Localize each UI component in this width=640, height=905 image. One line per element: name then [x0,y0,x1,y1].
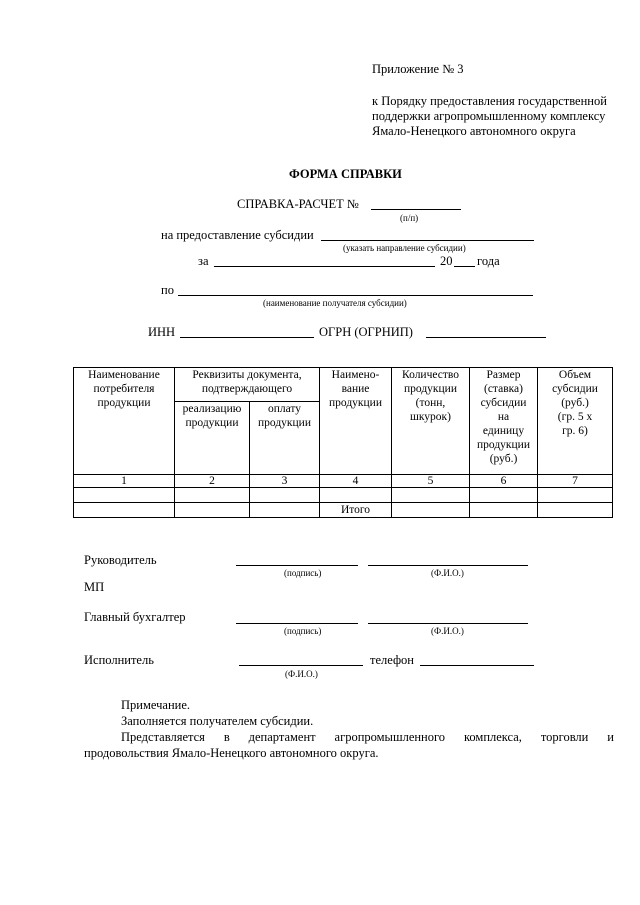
header-sale [175,402,250,475]
table-cell[interactable] [175,488,250,503]
fio-hint: (Ф.И.О.) [431,568,464,578]
column-number: 6 [470,475,538,488]
note-word: Представляется [121,730,205,744]
header-text: гр. 6) [562,425,588,437]
header-text: продукции [404,383,457,395]
header-payment [250,402,320,475]
phone-label: телефон [370,653,414,667]
header-text: подтверждающего [201,383,293,395]
table-cell[interactable] [320,488,392,503]
header-text: продукции [97,397,151,409]
year-field[interactable] [454,266,475,267]
table-cell[interactable] [538,503,613,518]
header-text: (тонн, [415,397,446,409]
year-prefix: 20 [440,254,453,268]
accountant-label: Главный бухгалтер [84,610,186,624]
ogrn-field[interactable] [426,337,546,338]
header-text: Объем [558,369,592,381]
note-word: в [223,730,230,744]
note-word: департамент [248,730,316,744]
head-label: Руководитель [84,553,157,567]
column-number: 1 [74,475,175,488]
appendix-reference [372,94,607,139]
period-label: за [198,254,209,268]
header-text: шкурок) [410,411,451,423]
phone-field[interactable] [420,665,534,666]
inn-field[interactable] [180,337,314,338]
appendix-reference-line: Ямало-Ненецкого автономного округа [372,124,576,138]
header-text: (руб.) [489,453,518,465]
header-text: Реквизиты документа, [192,369,302,381]
note-word: агропромышленного [334,730,446,744]
subsidy-direction-field[interactable] [321,240,534,241]
head-signature-field[interactable] [236,565,358,566]
header-text: реализацию [182,403,242,415]
header-text: продукции [258,417,311,429]
header-text: продукции [185,417,239,429]
header-text: (ставка) [484,383,523,395]
table-cell[interactable] [250,488,320,503]
total-row [74,503,613,518]
table-cell[interactable] [250,503,320,518]
table-row [74,488,613,503]
table-cell[interactable] [392,503,470,518]
column-number: 2 [175,475,250,488]
recipient-label: по [161,283,174,297]
header-text: Размер [486,369,521,381]
header-text: Наимено- [331,369,380,381]
subsidy-label: на предоставление субсидии [161,228,314,242]
header-text: оплату [267,403,302,415]
appendix-reference-line: поддержки агропромышленному комплексу [372,109,606,123]
table-cell[interactable] [538,488,613,503]
certificate-number-field[interactable] [371,209,461,210]
note-word: и [607,730,614,744]
note-word: комплекса, [463,730,522,744]
header-rate [470,368,538,475]
column-number: 3 [250,475,320,488]
fio-hint: (Ф.И.О.) [285,669,318,679]
header-text: на [497,411,510,423]
header-text: субсидии [480,397,527,409]
appendix-number: Приложение № 3 [372,62,464,76]
header-text: потребителя [93,383,155,395]
head-fio-field[interactable] [368,565,528,566]
column-number-row [74,475,613,488]
note-line: Заполняется получателем субсидии. [121,714,314,728]
header-volume [538,368,613,475]
table-cell[interactable] [392,488,470,503]
recipient-field[interactable] [178,295,533,296]
certificate-title: СПРАВКА-РАСЧЕТ № [237,197,359,211]
subsidy-table [73,367,613,518]
header-quantity [392,368,470,475]
column-number: 5 [392,475,470,488]
header-consumer [74,368,175,475]
table-cell[interactable] [470,488,538,503]
fio-hint: (Ф.И.О.) [431,626,464,636]
form-title: ФОРМА СПРАВКИ [289,167,402,181]
header-text: единицу [482,425,525,437]
executor-label: Исполнитель [84,653,154,667]
header-product-name [320,368,392,475]
appendix-reference-line: к Порядку предоставления государственной [372,94,607,108]
note-justified-line [121,729,614,745]
total-label: Итого [320,503,392,518]
executor-fio-field[interactable] [239,665,363,666]
inn-label: ИНН [148,325,176,339]
header-text: вание [341,383,370,395]
signature-hint: (подпись) [284,626,322,636]
header-text: (гр. 5 х [557,411,593,423]
header-requisites [175,368,320,402]
note-line: продовольствия Ямало-Ненецкого автономного округа. [84,746,379,760]
accountant-signature-field[interactable] [236,623,358,624]
header-text: (руб.) [561,397,589,409]
header-text: продукции [329,397,382,409]
header-text: субсидии [552,383,598,395]
ogrn-label: ОГРН (ОГРНИП) [319,325,413,339]
period-field[interactable] [214,266,435,267]
table-cell[interactable] [175,503,250,518]
accountant-fio-field[interactable] [368,623,528,624]
certificate-number-hint: (п/п) [400,213,419,223]
table-cell[interactable] [470,503,538,518]
column-number: 7 [538,475,613,488]
note-title: Примечание. [121,698,191,712]
header-text: Количество [402,369,459,381]
note-word: торговли [540,730,589,744]
table-cell[interactable] [74,488,175,503]
header-text: продукции [477,439,530,451]
header-text: Наименование [88,369,160,381]
table-cell[interactable] [74,503,175,518]
subsidy-direction-hint: (указать направление субсидии) [343,243,466,253]
column-number: 4 [320,475,392,488]
recipient-hint: (наименование получателя субсидии) [263,298,407,308]
signature-hint: (подпись) [284,568,322,578]
year-suffix: года [477,254,500,268]
stamp-label: МП [84,580,105,594]
